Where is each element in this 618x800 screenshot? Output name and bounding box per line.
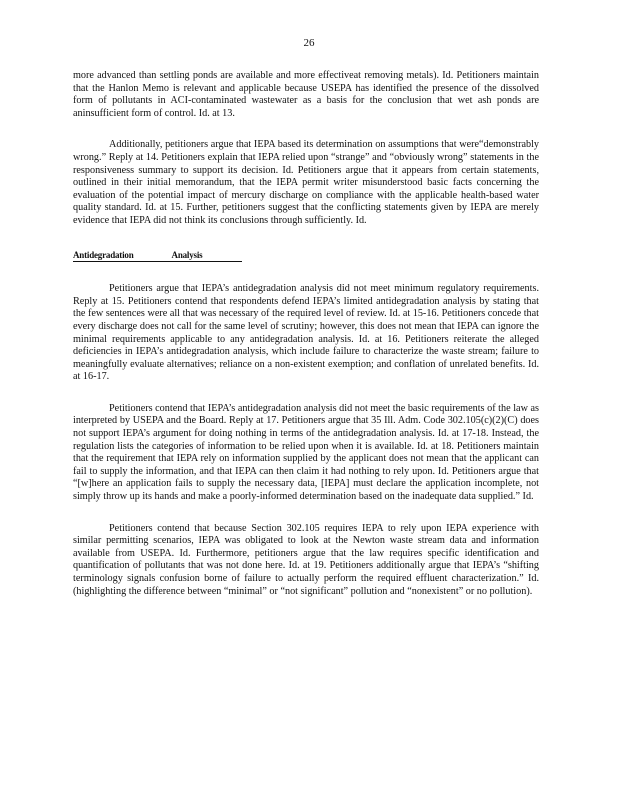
heading-word-2: Analysis bbox=[171, 249, 203, 260]
paragraph-antidegradation-2: Petitioners contend that IEPA’s antidegradation analysis did not meet the basic requirements of the law as interpreted by USEPA and the Board. Reply at 17. Petitioners argue that 35 Ill. Adm. Code 302.105(c)(2)(C) does not support IEPA’s argument for doing nothing in terms of the antidegradation analysis. Id. at 17-18. Instead, the regulation lists the categories of information to be relied upon when it is available. Id. at 18. Petitioners maintain that the requirement that IEPA rely on information supplied by the applicant does not mean that the applicant can fail to supply the information, and that IEPA can then claim it had nothing to rely upon. Id. Petitioners argue that “[w]here an application fails to supply the necessary data, [IEPA] must declare the application incomplete, not simply throw up its hands and make a poorly-informed determination based on the inadequate data supplied.” Id. bbox=[73, 402, 539, 503]
heading-word-1: Antidegradation bbox=[73, 249, 134, 260]
paragraph-antidegradation-1: Petitioners argue that IEPA’s antidegradation analysis did not meet minimum regulatory requirements. Reply at 15. Petitioners contend that respondents defend IEPA’s limited antidegradation analysis by stating that the few sentences were all that was necessary of the required level of review. Id. at 15-16. Petitioners concede that every discharge does not call for the same level of scrutiny; however, this does not mean that IEPA can ignore the minimal requirements applicable to any antidegradation analysis. Id. at 16. Petitioners reiterate the alleged deficiencies in IEPA’s antidegradation analysis, which include failure to characterize the waste stream; failure to meaningfully evaluate alternatives; reliance on a non-existent exemption; and conflation of unrelated benefits. Id. at 16-17. bbox=[73, 283, 539, 383]
paragraph-continued: more advanced than settling ponds are available and more effectiveat removing metals). Id. Petitioners maintain that the Hanlon Memo is relevant and applicable because USEPA has identified the presence of the dissolved form of pollutants in ACI-contaminated wastewater as a basis for the conclusion that wet ash ponds are aninsufficient form of control. Id. at 13. bbox=[73, 70, 539, 119]
section-heading-antidegradation bbox=[73, 249, 242, 263]
paragraph-determination: Additionally, petitioners argue that IEPA based its determination on assumptions that were“demonstrably wrong.” Reply at 14. Petitioners explain that IEPA relied upon “strange” and “obviously wrong” statements in the responsiveness summary to support its decision. Id. Petitioners argue that it appears from certain statements, outlined in their initial memorandum, that the IEPA permit writer misunderstood basic facts concerning the evaluation of the potential impact of mercury discharge on compliance with the applicable health-based water quality standard. Id. at 15. Further, petitioners suggest that the conflicting statements given by IEPA are merely evidence that IEPA did not think its conclusions through sufficiently. Id. bbox=[73, 139, 539, 226]
document-body bbox=[73, 70, 539, 617]
paragraph-antidegradation-3: Petitioners contend that because Section 302.105 requires IEPA to rely upon IEPA experience with similar permitting scenarios, IEPA was obligated to look at the Newton waste stream data and information available from USEPA. Id. Furthermore, petitioners argue that the law requires specific identification and quantification of pollutants that was not done here. Id. at 19. Petitioners additionally argue that IEPA’s “shifting terminology signals confusion borne of failure to actually perform the required effluent characterization.” Id. (highlighting the difference between “minimal” or “not significant” pollution and “nonexistent” or no pollution). bbox=[73, 522, 539, 597]
page-number: 26 bbox=[303, 37, 315, 49]
